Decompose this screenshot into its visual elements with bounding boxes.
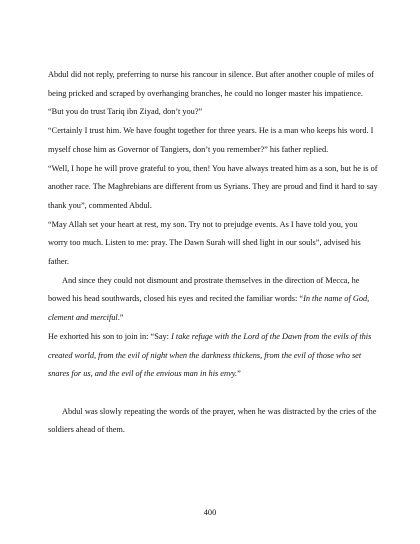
paragraph-father-advice: “May Allah set your heart at rest, my son. Try not to prejudge events. As I have told you, you worry too much. Listen to me: pray. The Dawn Surah will shed light in our souls”, advised his father. (48, 219, 361, 267)
exhortation-before: He exhorted his son to join in: “Say: (48, 331, 172, 341)
paragraph-prayer-start (48, 272, 378, 328)
prayer-start-before: And since they could not dismount and prostrate themselves in the direction of Mecca, he bowed his head southwards, closed his eyes and recited the familiar words: “ (48, 275, 360, 304)
paragraph-exhortation (48, 328, 378, 384)
page-number: 400 (203, 508, 217, 517)
prayer-start-italic: In the name of God, clement and merciful (48, 294, 370, 323)
paragraph-abdul-silence: Abdul did not reply, preferring to nurse his rancour in silence. But after another couple of miles of being pricked and scraped by overhanging branches, he could no longer master his impatience. (48, 70, 374, 98)
body-text (48, 66, 378, 440)
exhortation-italic: I take refuge with the Lord of the Dawn from the evils of this created world, from the evil of night when the darkness thickens, from the evil of those who set snares for us, and the evil of the envious man in his envy. (48, 331, 372, 379)
prayer-start-after: .” (117, 313, 124, 323)
paragraph-abdul-comment: “Well, I hope he will prove grateful to you, then! You have always treated him as a son, but he is of another race. The Maghrebians are different from us Syrians. They are proud and find it hard to say thank you”, commented Abdul. (48, 163, 378, 210)
exhortation-after: ” (237, 369, 241, 379)
paragraph-distraction: Abdul was slowly repeating the words of the prayer, when he was distracted by the cries of the soldiers ahead of them. (48, 406, 377, 435)
paragraph-spacer (48, 384, 378, 403)
paragraph-trust-question: “But you do trust Tariq ibn Ziyad, don’t you?” (48, 107, 203, 117)
paragraph-father-reply: “Certainly I trust him. We have fought together for three years. He is a man who keeps his word. I myself chose him as Governor of Tangiers, don’t you remember?” his father replied. (48, 126, 374, 154)
